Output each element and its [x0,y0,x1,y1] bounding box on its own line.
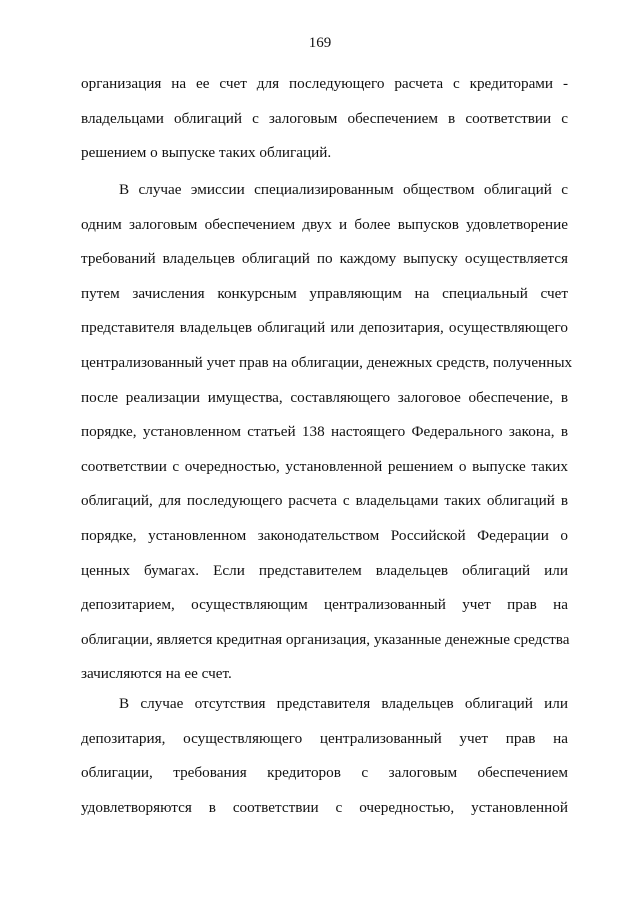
paragraph-1 [81,67,568,171]
text-line: представителя владельцев облигаций или депозитария, осуществляющего [81,319,568,337]
text-line: одним залоговым обеспечением двух и более выпусков удовлетворение [81,215,568,233]
text-line: после реализации имущества, составляющего залоговое обеспечение, в [81,388,568,406]
text-line: решением о выпуске таких облигаций. [81,144,332,162]
text-line: требований владельцев облигаций по каждому выпуску осуществляется [81,250,568,268]
text-line: облигации, является кредитная организация, указанные денежные средства [81,630,570,648]
text-line: ценных бумагах. Если представителем владельцев облигаций или [81,561,568,579]
text-line: владельцами облигаций с залоговым обеспечением в соответствии с [81,109,568,127]
text-line: зачисляются на ее счет. [81,665,232,683]
text-line: облигации, требования кредиторов с залоговым обеспечением [81,764,568,782]
text-line: соответствии с очередностью, установленной решением о выпуске таких [81,457,568,475]
text-line: депозитарием, осуществляющим централизованный учет прав на [81,596,568,614]
text-line: облигаций, для последующего расчета с владельцами таких облигаций в [81,492,568,510]
text-line: путем зачисления конкурсным управляющим на специальный счет [81,284,568,302]
paragraph-3 [81,687,568,825]
text-line: порядке, установленном статьей 138 настоящего Федерального закона, в [81,423,568,441]
text-line: В случае отсутствия представителя владельцев облигаций или [119,695,568,712]
text-line: удовлетворяются в соответствии с очередностью, установленной [81,798,568,816]
text-line: В случае эмиссии специализированным обществом облигаций с [119,181,568,198]
text-line: централизованный учет прав на облигации, денежных средств, полученных [81,353,573,371]
text-line: порядке, установленном законодательством Российской Федерации о [81,526,568,544]
text-line: депозитария, осуществляющего централизованный учет прав на [81,729,568,747]
text-line: организация на ее счет для последующего расчета с кредиторами - [81,75,568,92]
page-number: 169 [308,35,332,51]
paragraph-2 [81,173,573,692]
